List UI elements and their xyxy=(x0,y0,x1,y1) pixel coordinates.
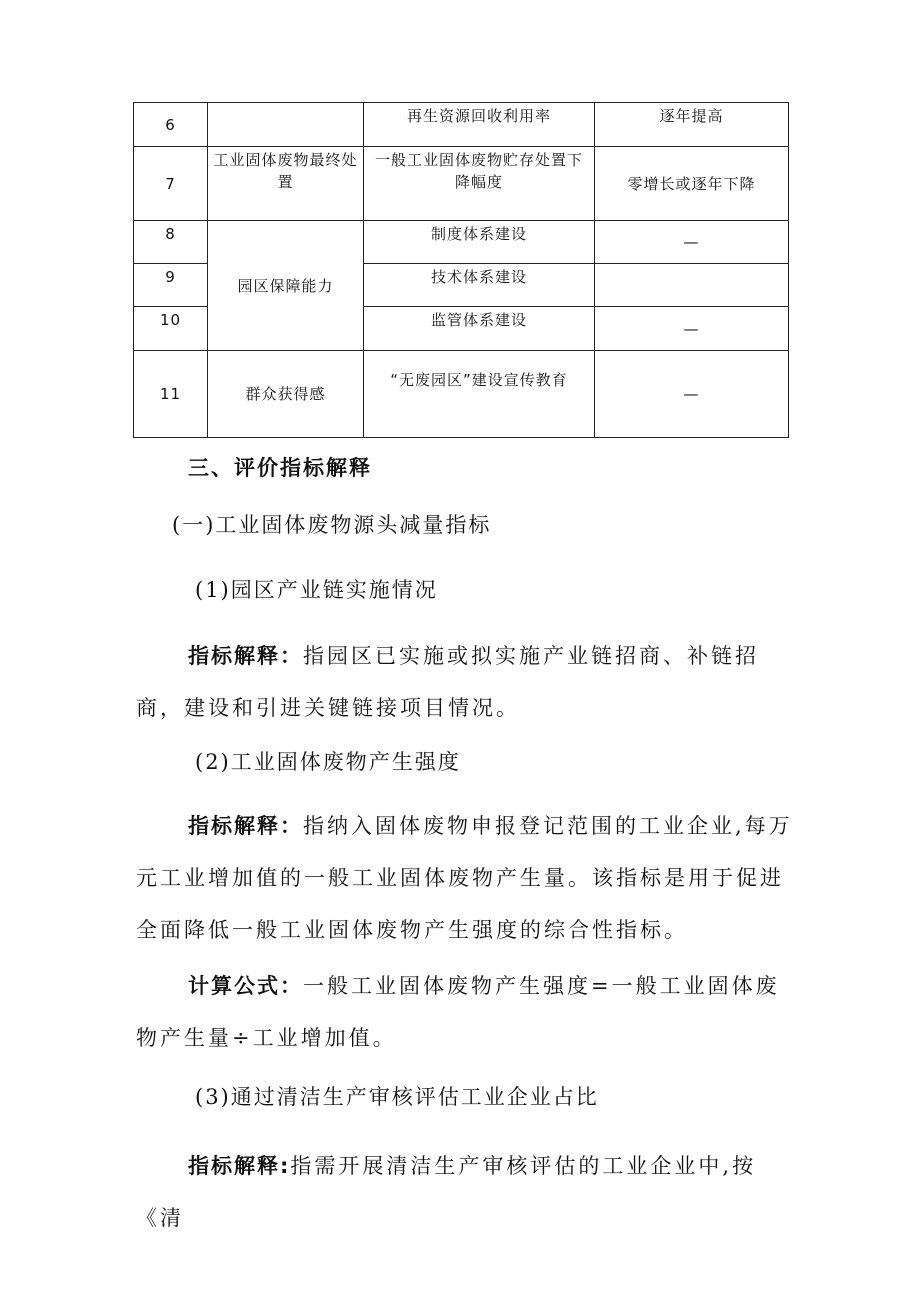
item-paragraph-3 xyxy=(136,1140,796,1244)
row-number: 11 xyxy=(134,351,208,438)
item-paragraph-1 xyxy=(136,630,796,734)
category-cell: 工业固体废物最终处置 xyxy=(208,147,364,221)
indicator-cell: 监管体系建设 xyxy=(364,307,595,351)
category-cell: 群众获得感 xyxy=(208,351,364,438)
target-cell: — xyxy=(595,307,789,351)
subsection-title: (一)工业固体废物源头减量指标 xyxy=(172,513,492,537)
indicator-cell: “无废园区”建设宣传教育 xyxy=(364,351,595,438)
category-cell xyxy=(208,103,364,147)
target-cell: 零增长或逐年下降 xyxy=(595,147,789,221)
paragraph-text: 指需开展清洁生产审核评估的工业企业中,按《清 xyxy=(136,1154,757,1230)
table-row xyxy=(134,351,789,438)
target-cell: 逐年提高 xyxy=(595,103,789,147)
table-row xyxy=(134,147,789,221)
row-number: 6 xyxy=(134,103,208,147)
indicator-cell: 技术体系建设 xyxy=(364,264,595,307)
formula-text: 一般工业固体废物产生强度=一般工业固体废物产生量÷工业增加值。 xyxy=(136,974,780,1050)
formula-paragraph xyxy=(136,960,796,1064)
table-row xyxy=(134,221,789,264)
indicator-cell: 再生资源回收利用率 xyxy=(364,103,595,147)
target-cell: — xyxy=(595,221,789,264)
item-paragraph-2 xyxy=(136,800,796,956)
item-title-1: (1)园区产业链实施情况 xyxy=(195,578,438,602)
category-cell-merged: 园区保障能力 xyxy=(208,221,364,351)
row-number: 8 xyxy=(134,221,208,264)
paragraph-text: 指园区已实施或拟实施产业链招商、补链招商，建设和引进关键链接项目情况。 xyxy=(136,644,759,720)
target-cell: — xyxy=(595,351,789,438)
table-row xyxy=(134,103,789,147)
indicator-cell: 一般工业固体废物贮存处置下降幅度 xyxy=(364,147,595,221)
row-number: 10 xyxy=(134,307,208,351)
row-number: 9 xyxy=(134,264,208,307)
formula-label: 计算公式： xyxy=(188,974,303,998)
section-heading: 三、评价指标解释 xyxy=(188,456,372,480)
label: 指标解释: xyxy=(188,1154,291,1178)
target-cell xyxy=(595,264,789,307)
item-title-2: (2)工业固体废物产生强度 xyxy=(195,750,461,774)
paragraph-text: 指纳入固体废物申报登记范围的工业企业,每万元工业增加值的一般工业固体废物产生量。该指标是用于促进全面降低一般工业固体废物产生强度的综合性指标。 xyxy=(136,814,793,942)
label: 指标解释： xyxy=(188,644,303,668)
label: 指标解释： xyxy=(188,814,303,838)
indicator-table xyxy=(133,102,789,438)
row-number: 7 xyxy=(134,147,208,221)
item-title-3: (3)通过清洁生产审核评估工业企业占比 xyxy=(195,1085,599,1109)
indicator-cell: 制度体系建设 xyxy=(364,221,595,264)
